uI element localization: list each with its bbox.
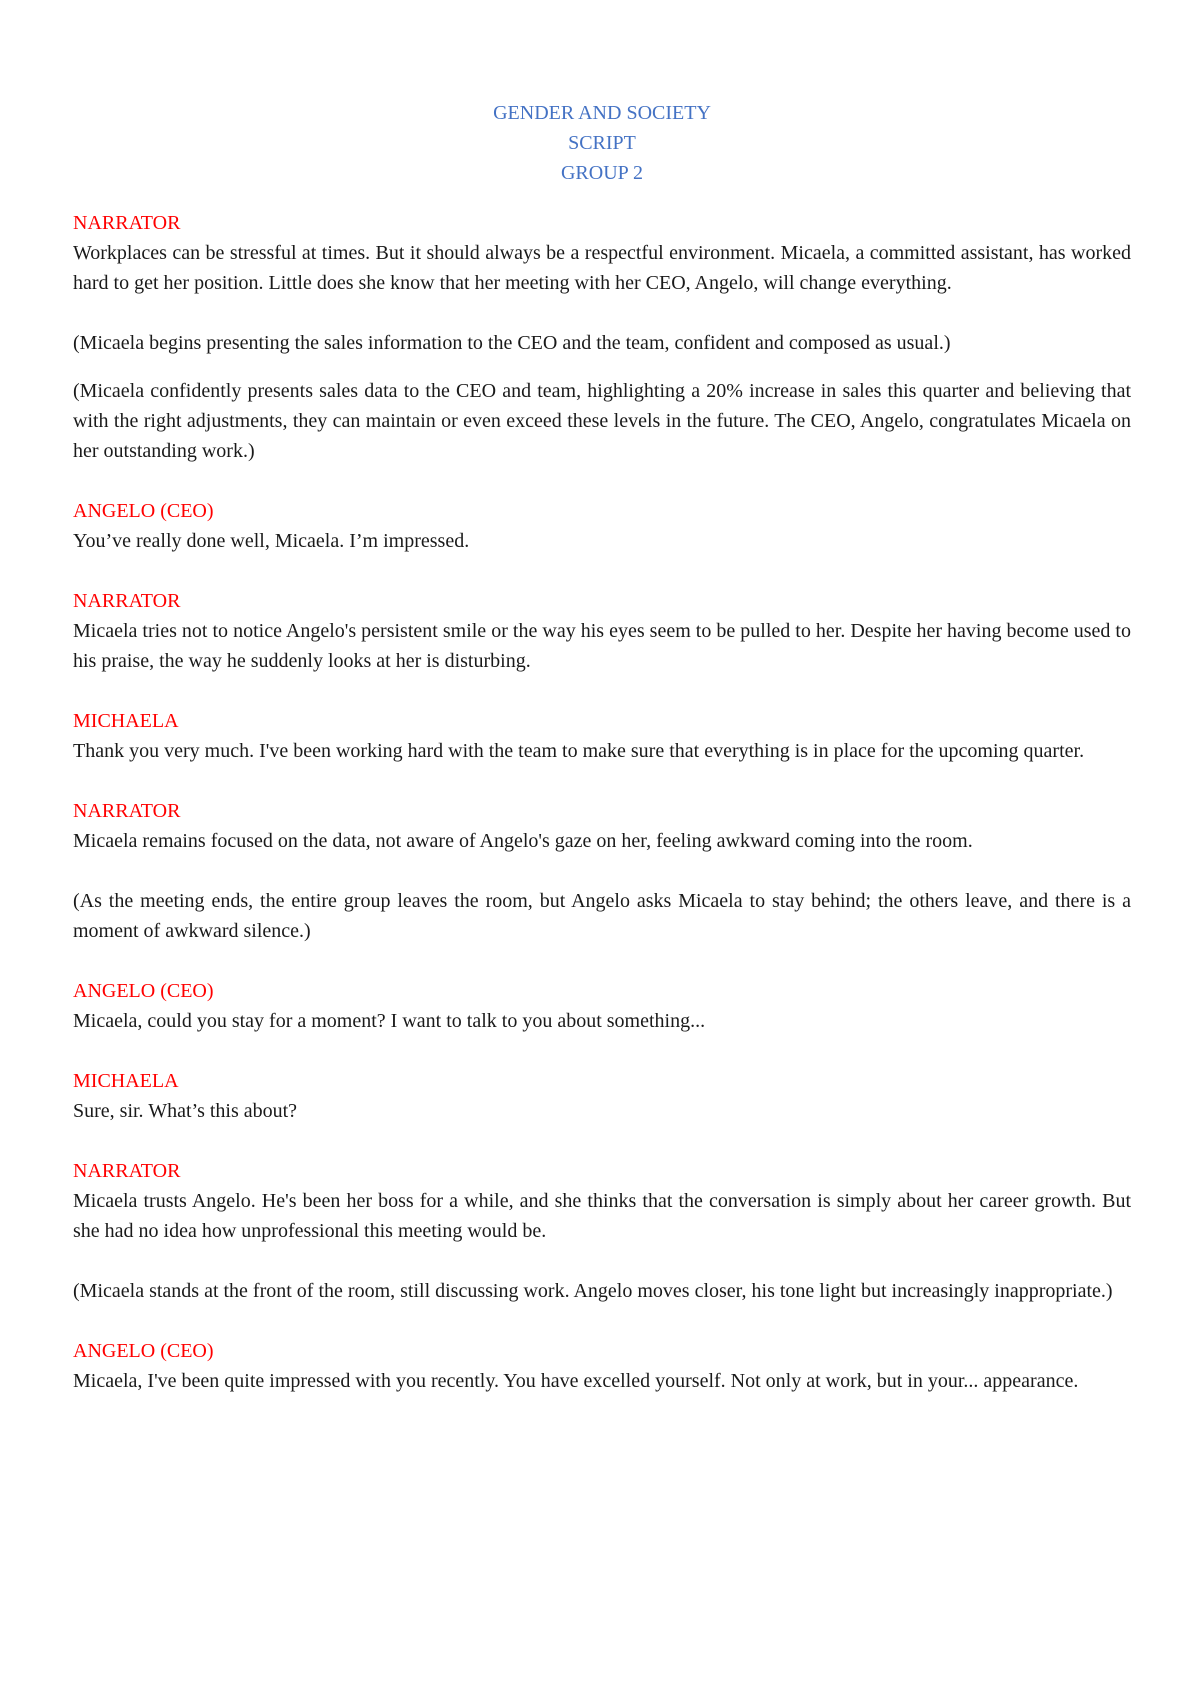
dialogue-line: Thank you very much. I've been working hard with the team to make sure that everything is in place for the upcoming quarter. [73,740,1085,762]
speaker-name: NARRATOR [73,212,181,234]
speaker-name: ANGELO (CEO) [73,1340,214,1362]
speaker-name: ANGELO (CEO) [73,500,214,522]
speaker-name: NARRATOR [73,800,181,822]
stage-direction: (As the meeting ends, the entire group leaves the room, but Angelo asks Micaela to stay behind; the others leave, and there is a moment of awkward silence.) [73,890,1131,942]
script-body [73,208,1131,1396]
dialogue-line: Micaela, could you stay for a moment? I want to talk to you about something... [73,1010,706,1032]
dialogue-line: Micaela, I've been quite impressed with you recently. You have excelled yourself. Not only at work, but in your... appearance. [73,1370,1079,1392]
stage-direction: (Micaela confidently presents sales data to the CEO and team, highlighting a 20% increase in sales this quarter and believing that with the right adjustments, they can maintain or even exceed these levels in the future. The CEO, Angelo, congratulates Micaela on her outstanding work.) [73,380,1131,462]
document-title [73,98,1131,188]
dialogue-line: Workplaces can be stressful at times. But it should always be a respectful environment. Micaela, a committed assistant, has worked hard to get her position. Little does she know that her meeting with her CEO, Angelo, will change everything. [73,242,1131,294]
title-line-1: GENDER AND SOCIETY [493,102,711,124]
dialogue-line: Sure, sir. What’s this about? [73,1100,298,1122]
stage-direction: (Micaela stands at the front of the room, still discussing work. Angelo moves closer, his tone light but increasingly inappropriate.) [73,1280,1113,1302]
speaker-name: ANGELO (CEO) [73,980,214,1002]
speaker-name: MICHAELA [73,710,179,732]
dialogue-line: Micaela tries not to notice Angelo's persistent smile or the way his eyes seem to be pulled to her. Despite her having become used to his praise, the way he suddenly looks at her is disturbing. [73,620,1131,672]
dialogue-line: Micaela trusts Angelo. He's been her boss for a while, and she thinks that the conversation is simply about her career growth. But she had no idea how unprofessional this meeting would be. [73,1190,1131,1242]
dialogue-line: Micaela remains focused on the data, not aware of Angelo's gaze on her, feeling awkward coming into the room. [73,830,973,852]
title-line-2: SCRIPT [568,132,636,154]
speaker-name: NARRATOR [73,1160,181,1182]
stage-direction: (Micaela begins presenting the sales information to the CEO and the team, confident and composed as usual.) [73,332,951,354]
speaker-name: NARRATOR [73,590,181,612]
document-page [73,98,1131,1426]
speaker-name: MICHAELA [73,1070,179,1092]
title-line-3: GROUP 2 [560,162,644,184]
dialogue-line: You’ve really done well, Micaela. I’m impressed. [73,530,470,552]
